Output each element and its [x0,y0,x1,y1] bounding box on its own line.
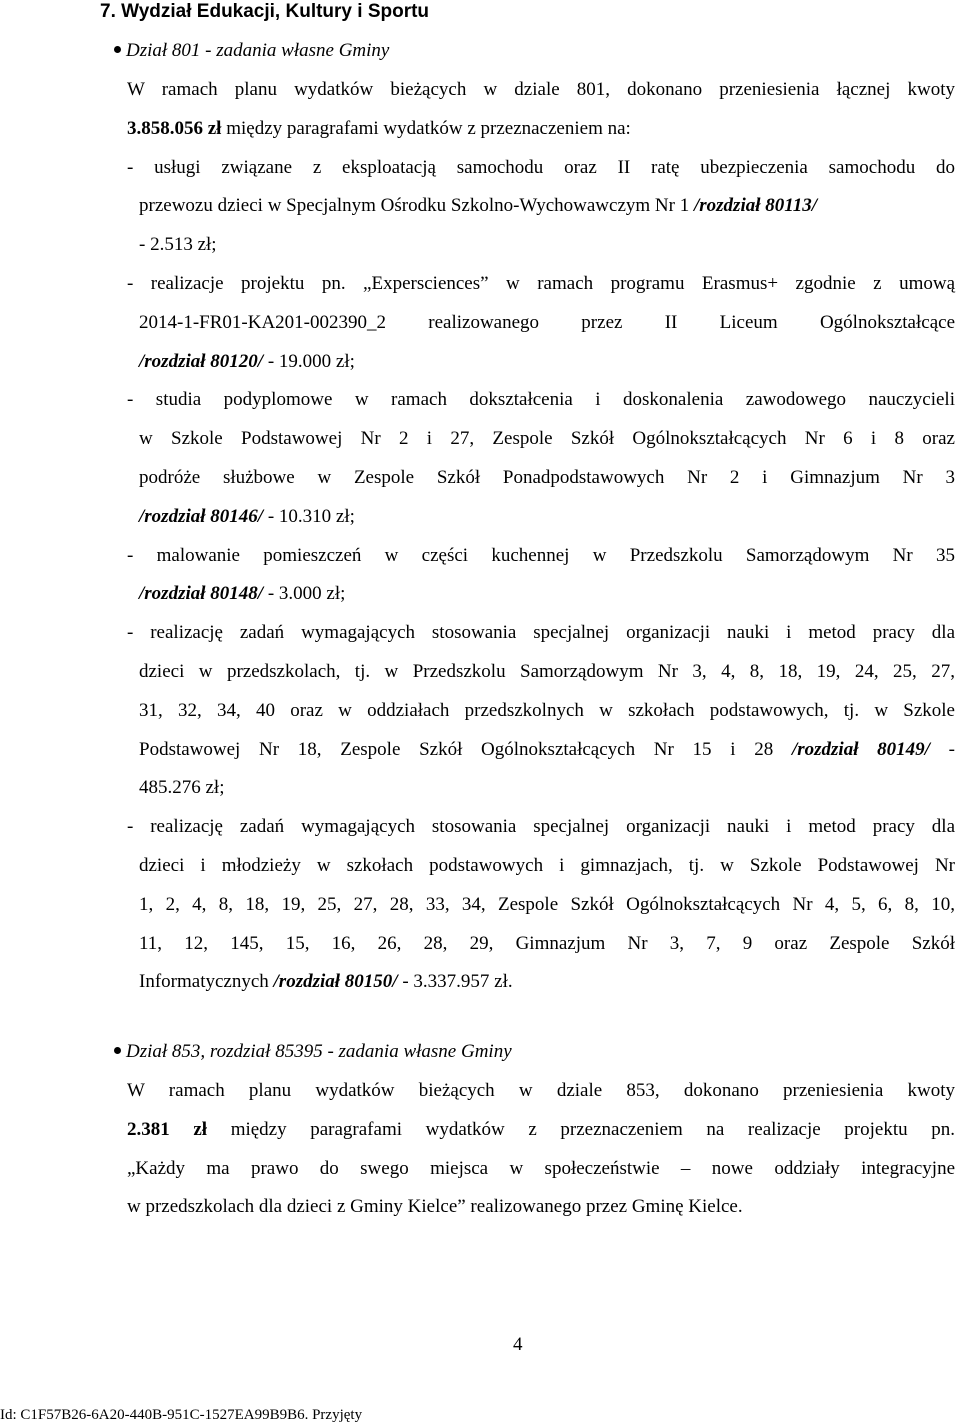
list-item-line: - studia podyplomowe w ramach dokształcenia i doskonalenia zawodowego nauczycieli [127,389,955,411]
rozdzial-label: /rozdział 80150/ [273,971,398,993]
rozdzial-label: /rozdział 80148/ [139,583,264,605]
list-item-line: przewozu dzieci w Specjalnym Ośrodku Szkolno-Wychowawczym Nr 1 /rozdział 80113/ [139,195,817,217]
paragraph-line: W ramach planu wydatków bieżących w dziale 853, dokonano przeniesienia kwoty [127,1080,955,1101]
section-heading: 7. Wydział Edukacji, Kultury i Sportu [100,1,430,22]
rozdzial-label: /rozdział 80146/ [139,505,264,527]
rozdzial-label: /rozdział 80149/ [791,738,930,760]
list-item-line: - usługi związane z eksploatacją samochodu oraz II ratę ubezpieczenia samochodu do [127,156,955,178]
list-item-line: 1, 2, 4, 8, 18, 19, 25, 27, 28, 33, 34, Zespole Szkół Ogólnokształcących Nr 4, 5, 6, 8, 10, [139,893,955,915]
amount-text: 3.858.056 zł [127,117,222,139]
list-item-line: 2014-1-FR01-KA201-002390_2 realizowanego przez II Liceum Ogólnokształcące [139,311,955,333]
list-item-line: /rozdział 80120/ - 19.000 zł; [139,350,355,372]
rozdzial-label: /rozdział 80113/ [693,195,817,217]
list-item-line: - malowanie pomieszczeń w części kuchennej w Przedszkolu Samorządowym Nr 35 [127,544,955,566]
section2-body [127,1079,955,1234]
list-item-line: 31, 32, 34, 40 oraz w oddziałach przedszkolnych w szkołach podstawowych, tj. w Szkole [139,699,955,721]
list-item-line: /rozdział 80146/ - 10.310 zł; [139,505,355,527]
document-footer-id: Id: C1F57B26-6A20-440B-951C-1527EA99B9B6. Przyjęty [0,1407,363,1423]
section2-title-text: Dział 853, rozdział 85395 - zadania własne Gminy [126,1041,512,1062]
list-item-line: - realizację zadań wymagających stosowania specjalnej organizacji nauki i metod pracy dla [127,622,955,644]
list-item-line: Informatycznych /rozdział 80150/ - 3.337.957 zł. [139,971,513,993]
list-item-line: - 2.513 zł; [139,234,217,256]
section1-title [114,39,389,63]
list-item-line: dzieci w przedszkolach, tj. w Przedszkolu Samorządowym Nr 3, 4, 8, 18, 19, 24, 25, 27, [139,660,955,682]
list-item-line: - realizacje projektu pn. „Expersciences” w ramach programu Erasmus+ zgodnie z umową [127,272,955,294]
page-number: 4 [513,1334,523,1355]
bullet-icon [114,1047,121,1054]
paragraph-line: 2.381 zł między paragrafami wydatków z przeznaczeniem na realizacje projektu pn. [127,1118,955,1140]
list-item-line: /rozdział 80148/ - 3.000 zł; [139,583,346,605]
section1-body [127,78,955,1009]
list-item-line: podróże służbowe w Zespole Szkół Ponadpodstawowych Nr 2 i Gimnazjum Nr 3 [139,466,955,488]
paragraph-line: „Każdy ma prawo do swego miejsca w społeczeństwie – nowe oddziały integracyjne [127,1157,955,1179]
bullet-icon [114,46,121,53]
list-item-line: 11, 12, 145, 15, 16, 26, 28, 29, Gimnazjum Nr 3, 7, 9 oraz Zespole Szkół [139,932,955,954]
section2-title [114,1040,512,1064]
paragraph-line: w przedszkolach dla dzieci z Gminy Kielce” realizowanego przez Gminę Kielce. [127,1196,743,1218]
section1-title-text: Dział 801 - zadania własne Gminy [126,40,390,61]
list-item-line: dzieci i młodzieży w szkołach podstawowych i gimnazjach, tj. w Szkole Podstawowej Nr [139,854,955,876]
paragraph-line: 3.858.056 zł między paragrafami wydatków z przeznaczeniem na: [127,117,631,139]
list-item-line: Podstawowej Nr 18, Zespole Szkół Ogólnokształcących Nr 15 i 28 /rozdział 80149/ - [139,738,955,760]
amount-text: 2.381 zł [127,1118,208,1140]
list-item-line: 485.276 zł; [139,777,225,799]
list-item-line: w Szkole Podstawowej Nr 2 i 27, Zespole Szkół Ogólnokształcących Nr 6 i 8 oraz [139,428,955,450]
list-item-line: - realizację zadań wymagających stosowania specjalnej organizacji nauki i metod pracy dla [127,816,955,838]
paragraph-line: W ramach planu wydatków bieżących w dziale 801, dokonano przeniesienia łącznej kwoty [127,79,955,100]
rozdzial-label: /rozdział 80120/ [139,350,264,372]
